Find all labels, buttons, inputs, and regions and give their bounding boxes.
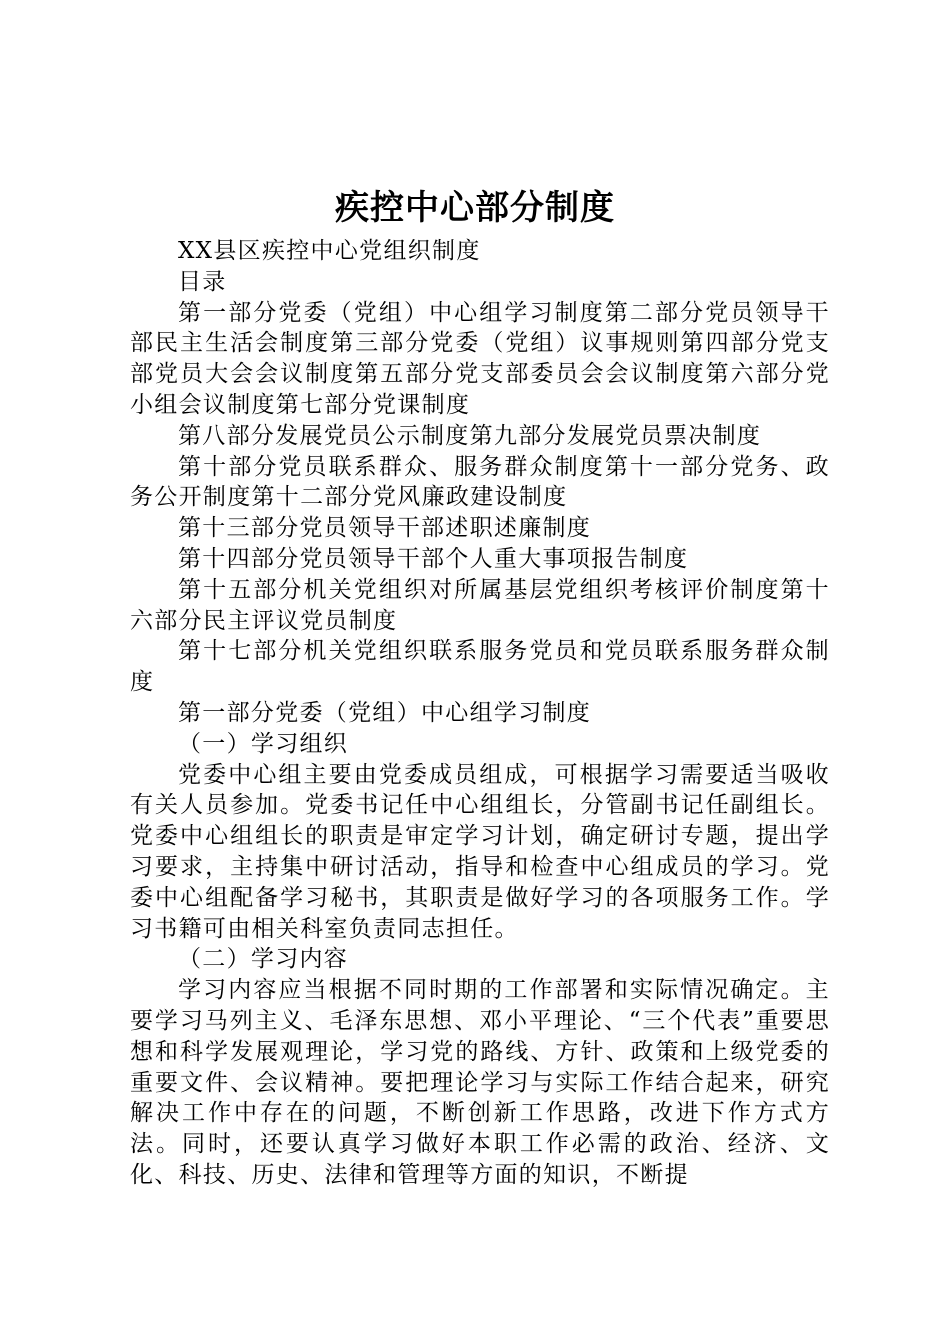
- document-title: 疾控中心部分制度: [335, 188, 615, 228]
- document-body: [130, 236, 830, 1191]
- paragraph-organization: 党委中心组主要由党委成员组成，可根据学习需要适当吸收有关人员参加。党委书记任中心组组长，分管副书记任副组长。党委中心组组长的职责是审定学习计划，确定研讨专题，提出学习要求，主持集中研讨活动，指导和检查中心组成员的学习。党委中心组配备学习秘书，其职责是做好学习的各项服务工作。学习书籍可由相关科室负责同志担任。: [130, 761, 830, 942]
- paragraph-content: 学习内容应当根据不同时期的工作部署和实际情况确定。主要学习马列主义、毛泽东思想、邓小平理论、“三个代表”重要思想和科学发展观理论，学习党的路线、方针、政策和上级党委的重要文件、会议精神。要把理论学习与实际工作结合起来，研究解决工作中存在的问题，不断创新工作思路，改进下作方式方法。同时，还要认真学习做好本职工作必需的政治、经济、文化、科技、历史、法律和管理等方面的知识，不断提: [130, 977, 830, 1188]
- paragraph-org-system: XX县区疾控中心党组织制度: [178, 238, 481, 264]
- paragraph-toc-part-14: 第十四部分党员领导干部个人重大事项报告制度: [178, 545, 689, 572]
- paragraph-toc-part-15-16: 第十五部分机关党组织对所属基层党组织考核评价制度第十六部分民主评议党员制度: [130, 576, 830, 634]
- paragraph-toc-part-10-12: 第十部分党员联系群众、服务群众制度第十一部分党务、政务公开制度第十二部分党风廉政建设制度: [130, 453, 830, 511]
- paragraph-toc-part-13: 第十三部分党员领导干部述职述廉制度: [178, 515, 592, 542]
- paragraph-toc-part-1-7: 第一部分党委（党组）中心组学习制度第二部分党员领导干部民主生活会制度第三部分党委（党组）议事规则第四部分党支部党员大会会议制度第五部分党支部委员会会议制度第六部分党小组会议制度第七部分党课制度: [130, 299, 830, 418]
- paragraph-toc-part-17: 第十七部分机关党组织联系服务党员和党员联系服务群众制度: [130, 638, 830, 696]
- section-heading-part-1: 第一部分党委（党组）中心组学习制度: [178, 699, 592, 726]
- paragraph-toc-heading: 目录: [178, 268, 227, 295]
- subsection-heading-content: （二）学习内容: [178, 946, 349, 973]
- subsection-heading-organization: （一）学习组织: [178, 730, 349, 757]
- paragraph-toc-part-8-9: 第八部分发展党员公示制度第九部分发展党员票决制度: [178, 422, 762, 449]
